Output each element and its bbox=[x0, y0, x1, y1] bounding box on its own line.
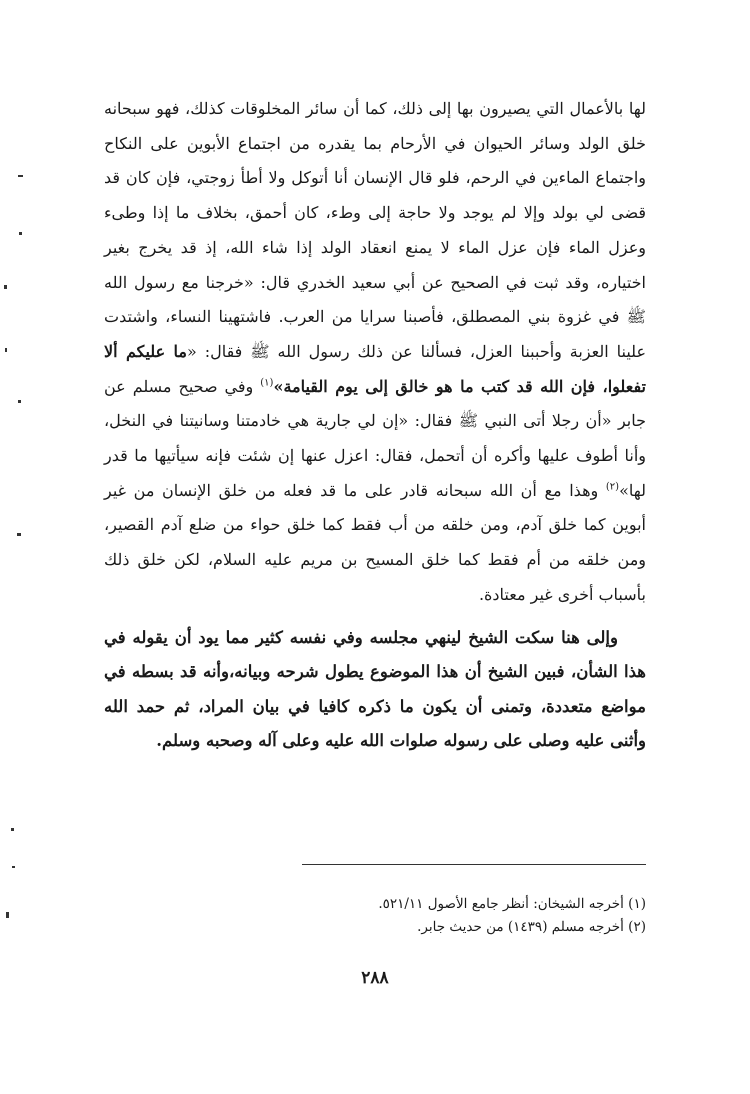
paragraph-1-text-end: وهذا مع أن الله سبحانه قادر على ما قد فعله من خلق الإنسان من غير أبوين كما خلق آدم، ومن خلقه من أب فقط كما خلق حواء من ضلع آدم القصير، ومن خلقه من أم فقط كما خلق المسيح بن مريم عليه السلام، لكن خلق ذلك بأسباب أخرى غير معتادة. bbox=[104, 480, 646, 604]
speck bbox=[11, 828, 14, 831]
speck bbox=[17, 533, 21, 536]
speck bbox=[5, 348, 7, 352]
page-number: ٢٨٨ bbox=[361, 968, 389, 988]
footnote-ref-2: (٢) bbox=[605, 481, 620, 493]
speck bbox=[18, 400, 21, 403]
speck bbox=[6, 912, 9, 918]
speck bbox=[4, 285, 7, 289]
hadith-quote-close: » bbox=[273, 376, 284, 396]
footnote-divider bbox=[302, 864, 646, 865]
footnotes bbox=[226, 893, 646, 939]
paragraph-1-text-cont: وفي صحيح مسلم عن جابر «أن رجلا أتى النبي ﷺ فقال: «إن لي جارية هي خادمتنا وسانيتنا في النخل، وأنا أطوف عليها وأكره أن أتحمل، فقال: اعزل عنها إن شئت فإنه سيأتيها ما قدر لها» bbox=[104, 376, 646, 500]
speck bbox=[12, 866, 15, 868]
footnote-ref-1: (١) bbox=[260, 377, 274, 389]
hadith-quote-bold: ما عليكم ألا تفعلوا، فإن الله قد كتب ما هو خالق إلى يوم القيامة bbox=[104, 341, 646, 396]
paragraph-1 bbox=[104, 92, 646, 613]
speck bbox=[19, 232, 22, 235]
footnote-1: (١) أخرجه الشيخان: أنظر جامع الأصول ٥٢١/١١. bbox=[378, 896, 646, 912]
main-text bbox=[104, 92, 646, 759]
footnote-2: (٢) أخرجه مسلم (١٤٣٩) من حديث جابر. bbox=[417, 919, 646, 935]
paragraph-1-text: لها بالأعمال التي يصيرون بها إلى ذلك، كما أن سائر المخلوقات كذلك، فهو سبحانه خلق الولد وسائر الحيوان في الأرحام بما يقدره من اجتماع الأبوين على النكاح واجتماع الماءين في الرحم، فلو قال الإنسان أنا أتوكل ولا أطأ زوجتي، فإن كان قد قضى لي بولد وإلا لم يوجد ولا حاجة إلى وطء، كان أحمق، بخلاف ما إذا وطىء وعزل الماء فإن عزل الماء لا يمنع انعقاد الولد إذا شاء الله، إذ قد يخرج بغير اختياره، وقد ثبت في الصحيح عن أبي سعيد الخدري قال: «خرجنا مع رسول الله ﷺ في غزوة بني المصطلق، فأصبنا سرايا من العرب. فاشتهينا النساء، واشتدت علينا العزبة وأحببنا العزل، فسألنا عن ذلك رسول الله ﷺ فقال: « bbox=[104, 99, 647, 361]
paragraph-2: وإلى هنا سكت الشيخ لينهي مجلسه وفي نفسه كثير مما يود أن يقوله في هذا الشأن، فبين الشيخ أن هذا الموضوع يطول شرحه وبيانه،وأنه قد بسطه في مواضع متعددة، وتمنى أن يكون ما ذكره كافيا في بيان المراد، ثم حمد الله وأثنى عليه وصلى على رسوله صلوات الله عليه وعلى آله وصحبه وسلم. bbox=[104, 627, 646, 751]
speck bbox=[18, 175, 23, 177]
